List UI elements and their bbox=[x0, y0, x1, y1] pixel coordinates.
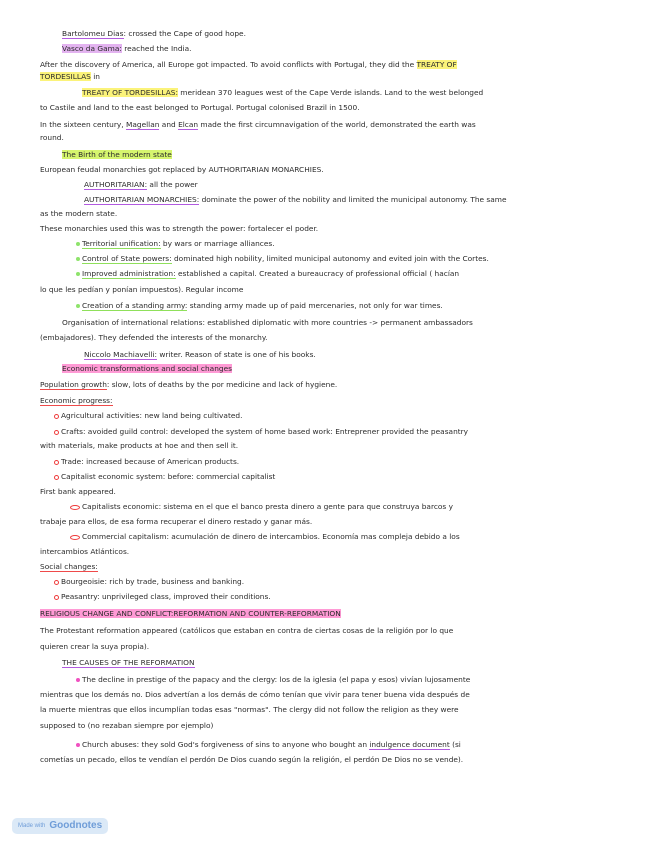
bullet-icon bbox=[76, 678, 80, 682]
note-line: AUTHORITARIAN MONARCHIES: dominate the power of the nobility and limited the municipal autonomy. The same bbox=[84, 195, 507, 204]
note-line: as the modern state. bbox=[40, 209, 118, 218]
note-line: In the sixteen century, Magellan and Elcan made the first circumnavigation of the world, demonstrated the earth was bbox=[40, 120, 476, 129]
note-line: supposed to (no rezaban siempre por ejemplo) bbox=[40, 721, 214, 730]
note-line: round. bbox=[40, 133, 64, 142]
highlight-tordesillas: TORDESILLAS bbox=[40, 72, 91, 81]
note-line: to Castile and land to the east belonged to Portugal. Portugal colonised Brazil in 1500. bbox=[40, 103, 360, 112]
goodnotes-logo: Goodnotes bbox=[49, 819, 103, 831]
term-indulgence-document: indulgence document bbox=[369, 740, 450, 749]
heading-causes-reformation: THE CAUSES OF THE REFORMATION bbox=[62, 658, 195, 667]
list-item: Peasantry: unprivileged class, improved their conditions. bbox=[54, 592, 271, 602]
note-line: TREATY OF TORDESILLAS: meridean 370 leagues west of the Cape Verde islands. Land to the west belonged bbox=[82, 88, 484, 97]
heading-economic-progress: Economic progress: bbox=[40, 396, 113, 405]
list-item: Capitalists economic: sistema en el que el banco presta dinero a gente para que construya barcos y bbox=[70, 502, 453, 512]
list-item: Capitalist economic system: before: commercial capitalist bbox=[54, 472, 275, 482]
heading-economic-transformations: Economic transformations and social changes bbox=[62, 364, 232, 373]
note-line: Bartolomeu Dias: crossed the Cape of good hope. bbox=[62, 29, 246, 38]
highlight-treaty: TREATY OF bbox=[416, 60, 457, 69]
bullet-icon bbox=[54, 430, 59, 435]
note-line: intercambios Atlánticos. bbox=[40, 547, 130, 556]
note-line bbox=[62, 658, 195, 668]
bullet-icon bbox=[54, 475, 59, 480]
bullet-icon bbox=[76, 272, 80, 276]
term-elcan: Elcan bbox=[178, 120, 199, 129]
heading-religious-change: RELIGIOUS CHANGE AND CONFLICT:REFORMATION AND COUNTER-REFORMATION bbox=[40, 609, 341, 618]
bullet-icon bbox=[70, 505, 80, 510]
note-line: cometías un pecado, ellos te vendían el perdón De Dios cuando según la religión, el perdón De Dios no se vende). bbox=[40, 755, 464, 764]
note-line: After the discovery of America, all Europe got impacted. To avoid conflicts with Portugal, they did the TREATY OF bbox=[40, 60, 457, 69]
bullet-icon bbox=[54, 595, 59, 600]
list-item: Commercial capitalism: acumulación de dinero de intercambios. Economía mas compleja debido a los bbox=[70, 532, 460, 542]
note-line: Organisation of international relations: established diplomatic with more countries -> permanent ambassadors bbox=[62, 318, 473, 327]
term-bartolomeu-dias: Bartolomeu Dias bbox=[62, 29, 124, 38]
bullet-icon bbox=[76, 257, 80, 261]
list-item: Improved administration: established a capital. Created a bureaucracy of professional official ( hacían bbox=[76, 269, 459, 279]
note-line bbox=[62, 364, 232, 374]
list-item: Crafts: avoided guild control: developed the system of home based work: Entreprener provided the peasantry bbox=[54, 427, 468, 437]
goodnotes-badge[interactable] bbox=[12, 818, 108, 834]
note-line: la muerte mientras que ellos incumplían todas esas "normas". The clergy did not follow the religion as they were bbox=[40, 705, 459, 714]
bullet-icon bbox=[76, 304, 80, 308]
note-line: AUTHORITARIAN: all the power bbox=[84, 180, 198, 189]
term-vasco-da-gama: Vasco da Gama: bbox=[62, 44, 122, 53]
term-population-growth: Population growth bbox=[40, 380, 107, 389]
list-item: Creation of a standing army: standing army made up of paid mercenaries, not only for war times. bbox=[76, 301, 443, 311]
list-item: Territorial unification: by wars or marriage alliances. bbox=[76, 239, 275, 249]
note-line: Vasco da Gama: reached the India. bbox=[62, 44, 192, 53]
bullet-icon bbox=[54, 580, 59, 585]
note-line: lo que les pedían y ponían impuestos). Regular income bbox=[40, 285, 244, 294]
term-authoritarian: AUTHORITARIAN: bbox=[84, 180, 148, 189]
bullet-icon bbox=[54, 460, 59, 465]
list-item: Agricultural activities: new land being cultivated. bbox=[54, 411, 242, 421]
made-with-label: Made with bbox=[18, 822, 46, 829]
note-line bbox=[40, 609, 341, 619]
note-line: European feudal monarchies got replaced by AUTHORITARIAN MONARCHIES. bbox=[40, 165, 324, 174]
note-line: Niccolo Machiavelli: writer. Reason of state is one of his books. bbox=[84, 350, 316, 359]
list-item: The decline in prestige of the papacy and the clergy: los de la iglesia (el papa y esos) vivían lujosamente bbox=[76, 675, 470, 685]
term-machiavelli: Niccolo Machiavelli: bbox=[84, 350, 157, 359]
heading-social-changes: Social changes: bbox=[40, 562, 98, 571]
note-line: TORDESILLAS in bbox=[40, 72, 100, 81]
list-item: Church abuses: they sold God's forgiveness of sins to anyone who bought an indulgence document (si bbox=[76, 740, 461, 750]
note-line bbox=[62, 150, 172, 160]
note-line bbox=[40, 396, 113, 406]
term-magellan: Magellan bbox=[125, 120, 160, 129]
note-line: Population growth: slow, lots of deaths by the por medicine and lack of hygiene. bbox=[40, 380, 338, 389]
heading-birth-modern-state: The Birth of the modern state bbox=[62, 150, 172, 159]
note-line: The Protestant reformation appeared (católicos que estaban en contra de ciertas cosas de la religión por lo que bbox=[40, 626, 454, 635]
note-line: quieren crear la suya propia). bbox=[40, 642, 150, 651]
list-item: Control of State powers: dominated high nobility, limited municipal autonomy and evited join with the Cortes. bbox=[76, 254, 489, 264]
heading-treaty-of-tordesillas: TREATY OF TORDESILLAS: bbox=[82, 88, 178, 97]
note-line bbox=[40, 562, 98, 572]
bullet-icon bbox=[70, 535, 80, 540]
bullet-icon bbox=[54, 414, 59, 419]
note-line: These monarchies used this was to strength the power: fortalecer el poder. bbox=[40, 224, 319, 233]
note-line: trabaje para ellos, de esa forma recuperar el dinero restado y ganar más. bbox=[40, 517, 313, 526]
note-line: (embajadores). They defended the interests of the monarchy. bbox=[40, 333, 268, 342]
bullet-icon bbox=[76, 743, 80, 747]
note-line: First bank appeared. bbox=[40, 487, 116, 496]
note-line: with materials, make products at hoe and then sell it. bbox=[40, 441, 239, 450]
note-line: mientras que los demás no. Dios advertían a los demás de cómo tenían que vivir para tener buena vida después de bbox=[40, 690, 470, 699]
list-item: Bourgeoisie: rich by trade, business and banking. bbox=[54, 577, 244, 587]
bullet-icon bbox=[76, 242, 80, 246]
term-authoritarian-monarchies: AUTHORITARIAN MONARCHIES: bbox=[84, 195, 200, 204]
list-item: Trade: increased because of American products. bbox=[54, 457, 239, 467]
